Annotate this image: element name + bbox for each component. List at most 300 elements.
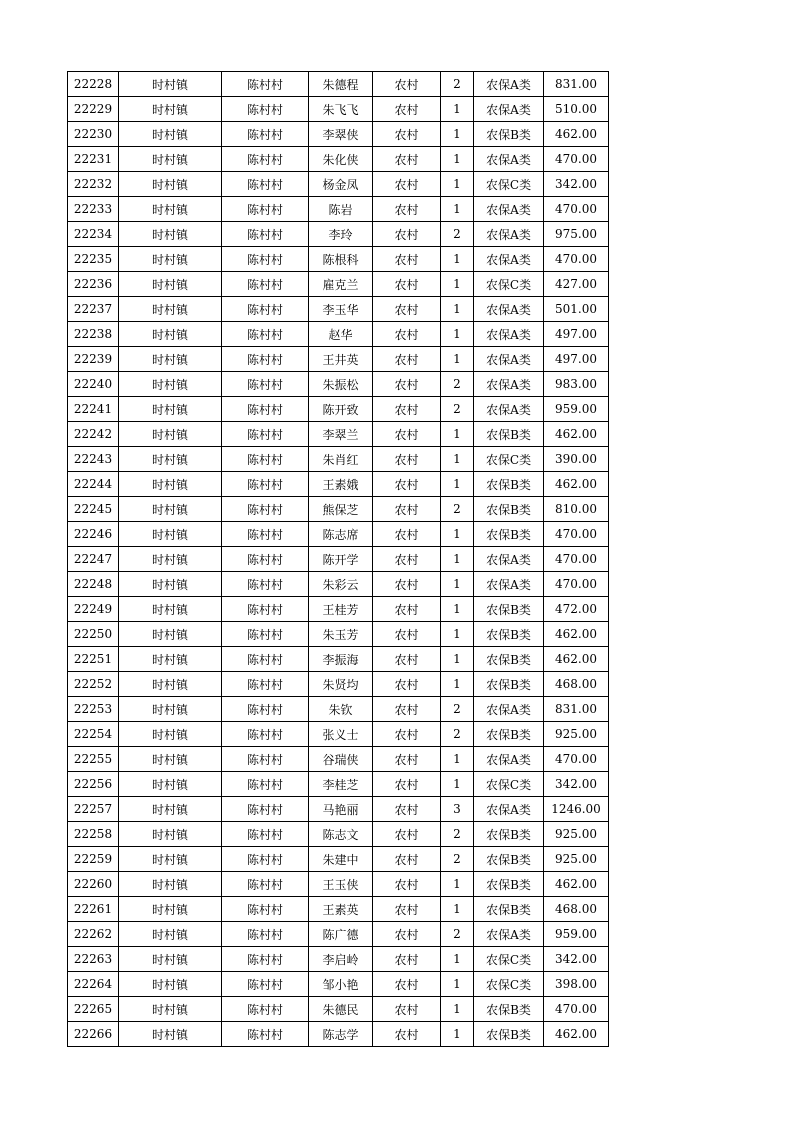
cell-village: 陈村村 [222,347,309,372]
cell-count: 1 [441,1022,474,1047]
cell-amount: 470.00 [544,197,609,222]
cell-village: 陈村村 [222,147,309,172]
cell-village: 陈村村 [222,447,309,472]
cell-amount: 342.00 [544,172,609,197]
cell-category: 农保A类 [474,322,544,347]
cell-village: 陈村村 [222,197,309,222]
cell-village: 陈村村 [222,247,309,272]
cell-amount: 831.00 [544,697,609,722]
cell-amount: 462.00 [544,647,609,672]
cell-town: 时村镇 [119,172,222,197]
cell-name: 王素英 [309,897,373,922]
cell-category: 农保B类 [474,872,544,897]
cell-village: 陈村村 [222,497,309,522]
cell-id: 22244 [68,472,119,497]
cell-village: 陈村村 [222,372,309,397]
table-row [68,547,609,572]
cell-id: 22233 [68,197,119,222]
cell-area: 农村 [373,422,441,447]
cell-count: 1 [441,422,474,447]
cell-area: 农村 [373,447,441,472]
cell-name: 朱飞飞 [309,97,373,122]
cell-count: 1 [441,247,474,272]
cell-village: 陈村村 [222,222,309,247]
cell-town: 时村镇 [119,697,222,722]
cell-area: 农村 [373,147,441,172]
cell-amount: 470.00 [544,572,609,597]
cell-amount: 342.00 [544,947,609,972]
cell-id: 22235 [68,247,119,272]
cell-amount: 342.00 [544,772,609,797]
cell-town: 时村镇 [119,272,222,297]
cell-village: 陈村村 [222,922,309,947]
cell-area: 农村 [373,797,441,822]
cell-amount: 462.00 [544,122,609,147]
cell-town: 时村镇 [119,222,222,247]
cell-id: 22230 [68,122,119,147]
cell-area: 农村 [373,897,441,922]
cell-amount: 470.00 [544,247,609,272]
cell-village: 陈村村 [222,572,309,597]
cell-count: 1 [441,97,474,122]
cell-id: 22242 [68,422,119,447]
cell-area: 农村 [373,247,441,272]
cell-village: 陈村村 [222,297,309,322]
cell-area: 农村 [373,97,441,122]
data-table [67,71,609,1047]
cell-area: 农村 [373,347,441,372]
cell-count: 1 [441,547,474,572]
table-row [68,497,609,522]
cell-id: 22249 [68,597,119,622]
cell-town: 时村镇 [119,97,222,122]
cell-category: 农保C类 [474,972,544,997]
cell-count: 1 [441,997,474,1022]
table-row [68,322,609,347]
cell-id: 22248 [68,572,119,597]
cell-area: 农村 [373,297,441,322]
table-row [68,722,609,747]
cell-town: 时村镇 [119,922,222,947]
cell-amount: 390.00 [544,447,609,472]
cell-category: 农保A类 [474,197,544,222]
cell-name: 赵华 [309,322,373,347]
cell-id: 22232 [68,172,119,197]
cell-town: 时村镇 [119,672,222,697]
cell-village: 陈村村 [222,597,309,622]
cell-amount: 810.00 [544,497,609,522]
cell-village: 陈村村 [222,897,309,922]
cell-area: 农村 [373,947,441,972]
cell-category: 农保A类 [474,347,544,372]
cell-amount: 462.00 [544,622,609,647]
cell-category: 农保A类 [474,97,544,122]
cell-count: 1 [441,122,474,147]
cell-village: 陈村村 [222,122,309,147]
cell-town: 时村镇 [119,247,222,272]
cell-count: 1 [441,597,474,622]
cell-category: 农保B类 [474,1022,544,1047]
cell-village: 陈村村 [222,472,309,497]
cell-id: 22258 [68,822,119,847]
cell-area: 农村 [373,697,441,722]
cell-village: 陈村村 [222,272,309,297]
cell-count: 2 [441,372,474,397]
cell-count: 2 [441,72,474,97]
cell-category: 农保A类 [474,547,544,572]
table-row [68,1022,609,1047]
cell-village: 陈村村 [222,722,309,747]
cell-name: 陈开致 [309,397,373,422]
cell-count: 2 [441,822,474,847]
cell-category: 农保A类 [474,797,544,822]
cell-id: 22238 [68,322,119,347]
cell-amount: 468.00 [544,672,609,697]
cell-amount: 510.00 [544,97,609,122]
cell-id: 22259 [68,847,119,872]
cell-count: 1 [441,572,474,597]
table-row [68,697,609,722]
cell-town: 时村镇 [119,772,222,797]
cell-town: 时村镇 [119,797,222,822]
cell-village: 陈村村 [222,822,309,847]
cell-count: 1 [441,147,474,172]
cell-name: 熊保芝 [309,497,373,522]
cell-id: 22253 [68,697,119,722]
cell-village: 陈村村 [222,172,309,197]
cell-town: 时村镇 [119,1022,222,1047]
cell-count: 1 [441,747,474,772]
cell-count: 2 [441,222,474,247]
cell-id: 22254 [68,722,119,747]
cell-amount: 462.00 [544,422,609,447]
cell-id: 22245 [68,497,119,522]
cell-id: 22262 [68,922,119,947]
cell-name: 陈根科 [309,247,373,272]
cell-count: 2 [441,722,474,747]
cell-town: 时村镇 [119,397,222,422]
table-row [68,447,609,472]
cell-area: 农村 [373,397,441,422]
cell-category: 农保B类 [474,622,544,647]
cell-count: 2 [441,847,474,872]
cell-town: 时村镇 [119,422,222,447]
cell-amount: 925.00 [544,722,609,747]
cell-id: 22250 [68,622,119,647]
cell-category: 农保A类 [474,247,544,272]
cell-area: 农村 [373,547,441,572]
table-row [68,747,609,772]
cell-town: 时村镇 [119,972,222,997]
cell-name: 陈志文 [309,822,373,847]
cell-category: 农保B类 [474,822,544,847]
cell-id: 22260 [68,872,119,897]
table-row [68,97,609,122]
cell-name: 王素娥 [309,472,373,497]
cell-village: 陈村村 [222,747,309,772]
cell-amount: 497.00 [544,347,609,372]
cell-name: 朱钦 [309,697,373,722]
cell-count: 1 [441,947,474,972]
cell-id: 22257 [68,797,119,822]
cell-category: 农保B类 [474,422,544,447]
cell-count: 2 [441,397,474,422]
cell-town: 时村镇 [119,722,222,747]
cell-name: 李振海 [309,647,373,672]
cell-area: 农村 [373,972,441,997]
cell-amount: 462.00 [544,1022,609,1047]
cell-amount: 497.00 [544,322,609,347]
cell-area: 农村 [373,622,441,647]
cell-amount: 925.00 [544,847,609,872]
cell-id: 22241 [68,397,119,422]
cell-amount: 472.00 [544,597,609,622]
cell-name: 朱贤均 [309,672,373,697]
cell-count: 1 [441,172,474,197]
cell-village: 陈村村 [222,97,309,122]
table-row [68,297,609,322]
cell-village: 陈村村 [222,997,309,1022]
cell-count: 1 [441,472,474,497]
cell-category: 农保B类 [474,722,544,747]
cell-area: 农村 [373,72,441,97]
cell-count: 1 [441,197,474,222]
cell-category: 农保A类 [474,372,544,397]
cell-area: 农村 [373,847,441,872]
cell-amount: 975.00 [544,222,609,247]
cell-area: 农村 [373,197,441,222]
cell-name: 陈开学 [309,547,373,572]
cell-name: 陈广德 [309,922,373,947]
cell-id: 22252 [68,672,119,697]
table-row [68,772,609,797]
table-row [68,272,609,297]
cell-amount: 501.00 [544,297,609,322]
cell-category: 农保B类 [474,897,544,922]
table-row [68,347,609,372]
cell-area: 农村 [373,122,441,147]
cell-village: 陈村村 [222,647,309,672]
cell-category: 农保B类 [474,997,544,1022]
cell-village: 陈村村 [222,72,309,97]
cell-area: 农村 [373,747,441,772]
cell-category: 农保A类 [474,147,544,172]
table-row [68,572,609,597]
cell-category: 农保C类 [474,172,544,197]
cell-village: 陈村村 [222,972,309,997]
cell-town: 时村镇 [119,572,222,597]
cell-id: 22231 [68,147,119,172]
cell-name: 李翠兰 [309,422,373,447]
cell-amount: 470.00 [544,997,609,1022]
cell-category: 农保C类 [474,447,544,472]
cell-id: 22229 [68,97,119,122]
cell-id: 22239 [68,347,119,372]
cell-name: 王玉侠 [309,872,373,897]
cell-village: 陈村村 [222,547,309,572]
cell-town: 时村镇 [119,347,222,372]
table-row [68,372,609,397]
cell-category: 农保C类 [474,272,544,297]
table-row [68,622,609,647]
cell-town: 时村镇 [119,147,222,172]
cell-town: 时村镇 [119,997,222,1022]
cell-area: 农村 [373,497,441,522]
cell-count: 2 [441,497,474,522]
cell-amount: 470.00 [544,747,609,772]
cell-name: 朱玉芳 [309,622,373,647]
cell-category: 农保A类 [474,72,544,97]
cell-area: 农村 [373,272,441,297]
table-row [68,222,609,247]
cell-id: 22251 [68,647,119,672]
cell-village: 陈村村 [222,1022,309,1047]
table-row [68,522,609,547]
cell-name: 朱振松 [309,372,373,397]
cell-category: 农保A类 [474,922,544,947]
cell-count: 1 [441,622,474,647]
cell-category: 农保B类 [474,122,544,147]
cell-town: 时村镇 [119,522,222,547]
cell-category: 农保C类 [474,947,544,972]
cell-town: 时村镇 [119,847,222,872]
cell-town: 时村镇 [119,372,222,397]
cell-area: 农村 [373,322,441,347]
cell-amount: 462.00 [544,472,609,497]
cell-count: 1 [441,522,474,547]
cell-village: 陈村村 [222,397,309,422]
table-row [68,797,609,822]
cell-name: 谷瑞侠 [309,747,373,772]
cell-area: 农村 [373,997,441,1022]
cell-name: 李玲 [309,222,373,247]
cell-village: 陈村村 [222,697,309,722]
cell-id: 22261 [68,897,119,922]
table-row [68,247,609,272]
cell-category: 农保A类 [474,747,544,772]
table-row [68,922,609,947]
cell-id: 22265 [68,997,119,1022]
cell-village: 陈村村 [222,797,309,822]
cell-id: 22237 [68,297,119,322]
cell-area: 农村 [373,722,441,747]
cell-town: 时村镇 [119,647,222,672]
cell-count: 2 [441,922,474,947]
cell-amount: 470.00 [544,522,609,547]
cell-area: 农村 [373,672,441,697]
table-row [68,197,609,222]
cell-category: 农保B类 [474,847,544,872]
cell-count: 1 [441,447,474,472]
table-row [68,647,609,672]
cell-village: 陈村村 [222,322,309,347]
cell-name: 朱肖红 [309,447,373,472]
cell-name: 杨金凤 [309,172,373,197]
cell-count: 1 [441,872,474,897]
cell-town: 时村镇 [119,872,222,897]
cell-area: 农村 [373,222,441,247]
cell-name: 朱德民 [309,997,373,1022]
table-row [68,822,609,847]
cell-count: 1 [441,272,474,297]
cell-town: 时村镇 [119,747,222,772]
cell-town: 时村镇 [119,472,222,497]
cell-amount: 470.00 [544,547,609,572]
cell-town: 时村镇 [119,622,222,647]
cell-town: 时村镇 [119,597,222,622]
table-row [68,847,609,872]
cell-category: 农保B类 [474,647,544,672]
cell-id: 22247 [68,547,119,572]
cell-name: 王井英 [309,347,373,372]
cell-area: 农村 [373,922,441,947]
cell-count: 1 [441,972,474,997]
cell-name: 马艳丽 [309,797,373,822]
cell-name: 朱建中 [309,847,373,872]
cell-town: 时村镇 [119,947,222,972]
cell-name: 李启岭 [309,947,373,972]
cell-count: 1 [441,772,474,797]
cell-amount: 468.00 [544,897,609,922]
cell-name: 雇克兰 [309,272,373,297]
cell-town: 时村镇 [119,547,222,572]
cell-area: 农村 [373,822,441,847]
cell-count: 1 [441,347,474,372]
cell-village: 陈村村 [222,772,309,797]
cell-village: 陈村村 [222,622,309,647]
cell-count: 1 [441,672,474,697]
table-row [68,172,609,197]
cell-area: 农村 [373,522,441,547]
cell-amount: 831.00 [544,72,609,97]
cell-town: 时村镇 [119,122,222,147]
cell-amount: 925.00 [544,822,609,847]
cell-name: 陈岩 [309,197,373,222]
cell-amount: 462.00 [544,872,609,897]
cell-area: 农村 [373,1022,441,1047]
table-row [68,972,609,997]
table-row [68,122,609,147]
cell-name: 王桂芳 [309,597,373,622]
cell-count: 1 [441,897,474,922]
cell-id: 22246 [68,522,119,547]
cell-amount: 427.00 [544,272,609,297]
cell-village: 陈村村 [222,522,309,547]
cell-category: 农保C类 [474,772,544,797]
cell-name: 李翠侠 [309,122,373,147]
cell-category: 农保B类 [474,522,544,547]
cell-amount: 983.00 [544,372,609,397]
table-row [68,472,609,497]
cell-amount: 398.00 [544,972,609,997]
cell-id: 22266 [68,1022,119,1047]
cell-category: 农保A类 [474,572,544,597]
cell-category: 农保A类 [474,397,544,422]
cell-name: 陈志学 [309,1022,373,1047]
cell-amount: 470.00 [544,147,609,172]
cell-name: 李桂芝 [309,772,373,797]
table-row [68,897,609,922]
cell-count: 1 [441,322,474,347]
cell-name: 陈志席 [309,522,373,547]
cell-count: 2 [441,697,474,722]
table-row [68,597,609,622]
cell-category: 农保B类 [474,497,544,522]
cell-area: 农村 [373,572,441,597]
table-row [68,397,609,422]
table-row [68,422,609,447]
cell-town: 时村镇 [119,197,222,222]
